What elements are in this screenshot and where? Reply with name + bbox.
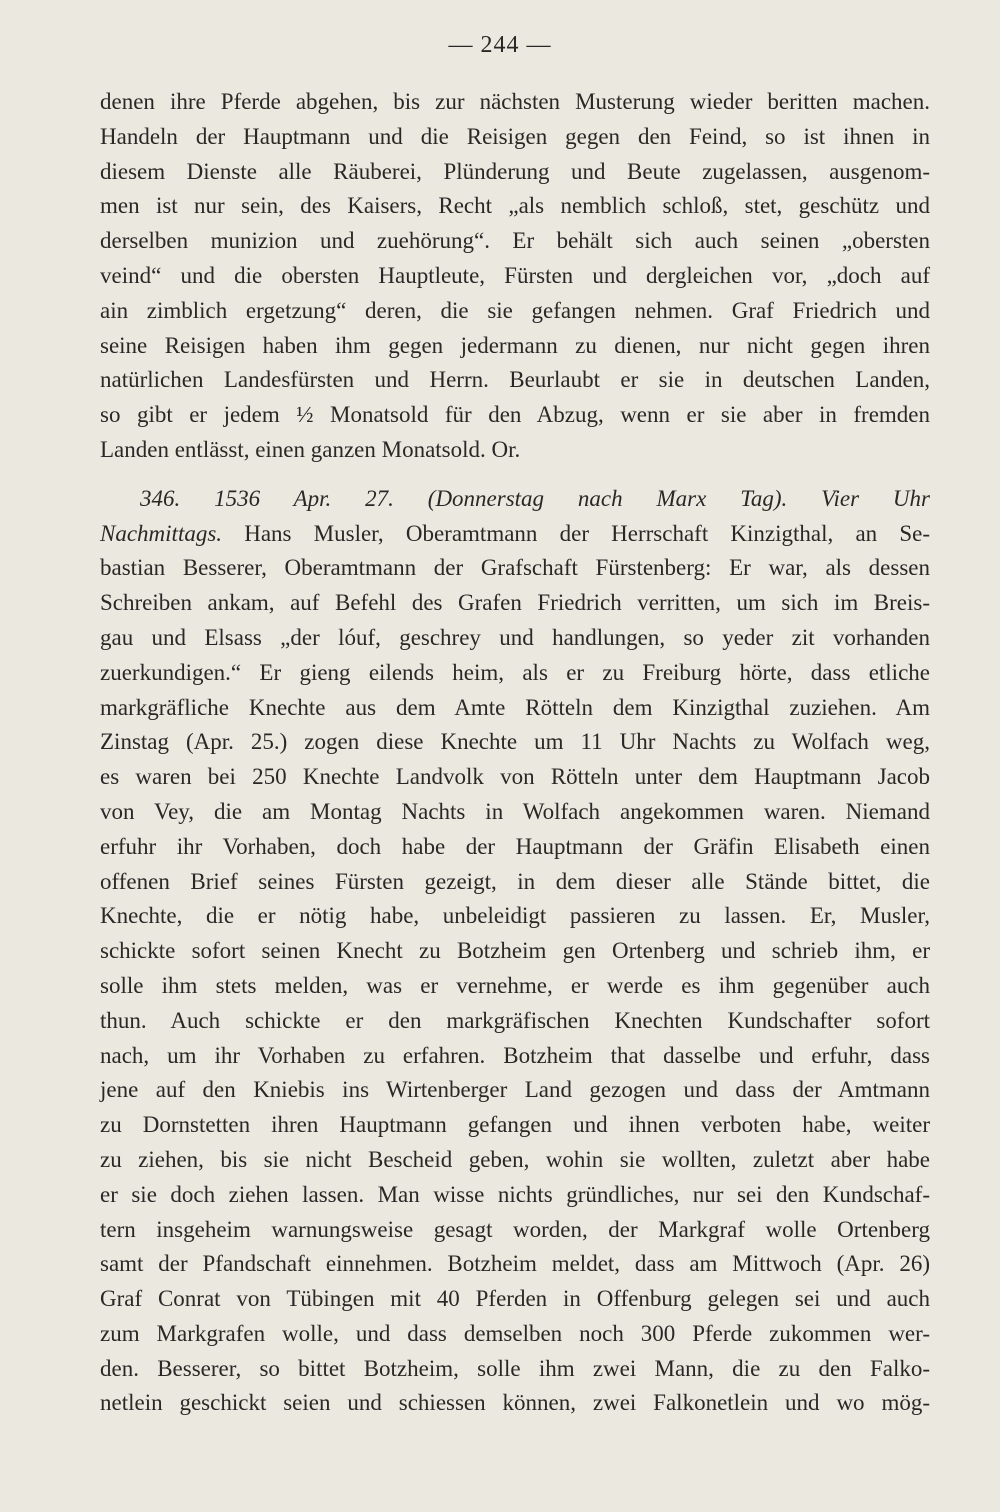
text-line: denen ihre Pferde abgehen, bis zur nächsten Musterung wieder beritten machen. [100, 89, 930, 114]
entry-346 [100, 482, 930, 1422]
text-line: zuerkundigen.“ Er gieng eilends heim, als er zu Freiburg hörte, dass etliche [100, 659, 930, 685]
text-line: Graf Conrat von Tübingen mit 40 Pferden in Offenburg gelegen sei und auch [100, 1286, 930, 1312]
text-line: Landen entlässt, einen ganzen Monatsold. Or. [100, 436, 521, 462]
text-line: men ist nur sein, des Kaisers, Recht „als nemblich schloß, stet, geschütz und [100, 193, 930, 219]
text-line: seine Reisigen haben ihm gegen jedermann zu dienen, nur nicht gegen ihren [100, 332, 930, 358]
text-line: thun. Auch schickte er den markgräfischen Knechten Kundschafter sofort [100, 1007, 930, 1033]
text-line: veind“ und die obersten Hauptleute, Fürsten und dergleichen vor, „doch auf [100, 262, 930, 288]
text-line: er sie doch ziehen lassen. Man wisse nichts gründliches, nur sei den Kundschaf- [100, 1181, 930, 1207]
text-line: bastian Besserer, Oberamtmann der Grafschaft Fürstenberg: Er war, als dessen [100, 555, 930, 581]
text-line: Handeln der Hauptmann und die Reisigen gegen den Feind, so ist ihnen in [100, 123, 930, 149]
text-line: ain zimblich ergetzung“ deren, die sie gefangen nehmen. Graf Friedrich und [100, 297, 930, 323]
text-line: solle ihm stets melden, was er vernehme, er werde es ihm gegenüber auch [100, 972, 930, 998]
text-line: offenen Brief seines Fürsten gezeigt, in dem dieser alle Stände bittet, die [100, 868, 930, 894]
entry-heading: 346. 1536 Apr. 27. (Donnerstag nach Marx Tag). Vier Uhr [140, 485, 930, 511]
page-body [100, 85, 930, 1421]
text-line: den. Besserer, so bittet Botzheim, solle ihm zwei Mann, die zu den Falko- [100, 1355, 930, 1381]
text-line: zum Markgrafen wolle, und dass demselben noch 300 Pferde zukommen wer- [100, 1320, 930, 1346]
entry-sender: Hans Musler, Oberamtmann der Herrschaft Kinzigthal, an Se- [222, 520, 930, 546]
text-line: jene auf den Kniebis ins Wirtenberger Land gezogen und dass der Amtmann [100, 1077, 930, 1103]
text-line: Knechte, die er nötig habe, unbeleidigt passieren zu lassen. Er, Musler, [100, 903, 930, 929]
text-line: natürlichen Landesfürsten und Herrn. Beurlaubt er sie in deutschen Landen, [100, 367, 930, 393]
entry-heading-continuation [100, 517, 930, 552]
text-line: zu Dornstetten ihren Hauptmann gefangen und ihnen verboten habe, weiter [100, 1112, 930, 1138]
text-line: Zinstag (Apr. 25.) zogen diese Knechte um 11 Uhr Nachts zu Wolfach weg, [100, 729, 930, 755]
text-line: diesem Dienste alle Räuberei, Plünderung und Beute zugelassen, ausgenom- [100, 158, 930, 184]
page-number: — 244 — [448, 32, 552, 58]
text-line: samt der Pfandschaft einnehmen. Botzheim meldet, dass am Mittwoch (Apr. 26) [100, 1251, 930, 1277]
text-line: von Vey, die am Montag Nachts in Wolfach angekommen waren. Niemand [100, 798, 930, 824]
text-line: zu ziehen, bis sie nicht Bescheid geben, wohin sie wollten, zuletzt aber habe [100, 1146, 930, 1172]
entry-heading-time: Nachmittags. [100, 520, 223, 546]
text-line: netlein geschickt seien und schiessen können, zwei Falkonetlein und wo mög- [100, 1390, 930, 1416]
text-line: Schreiben ankam, auf Befehl des Grafen Friedrich verritten, um sich im Breis- [100, 590, 930, 616]
text-line: nach, um ihr Vorhaben zu erfahren. Botzheim that dasselbe und erfuhr, dass [100, 1042, 930, 1068]
text-line: markgräfliche Knechte aus dem Amte Rötteln dem Kinzigthal zuziehen. Am [100, 694, 930, 720]
text-line: tern insgeheim warnungsweise gesagt worden, der Markgraf wolle Ortenberg [100, 1216, 930, 1242]
paragraph-continuation [100, 85, 930, 468]
text-line: es waren bei 250 Knechte Landvolk von Rötteln unter dem Hauptmann Jacob [100, 764, 930, 790]
text-line: erfuhr ihr Vorhaben, doch habe der Hauptmann der Gräfin Elisabeth einen [100, 833, 930, 859]
text-line: so gibt er jedem ½ Monatsold für den Abzug, wenn er sie aber in fremden [100, 402, 930, 428]
text-line: schickte sofort seinen Knecht zu Botzheim gen Ortenberg und schrieb ihm, er [100, 938, 930, 964]
text-line: gau und Elsass „der lóuf, geschrey und handlungen, so yeder zit vorhanden [100, 624, 930, 650]
text-line: derselben munizion und zuehörung“. Er behält sich auch seinen „obersten [100, 228, 930, 254]
